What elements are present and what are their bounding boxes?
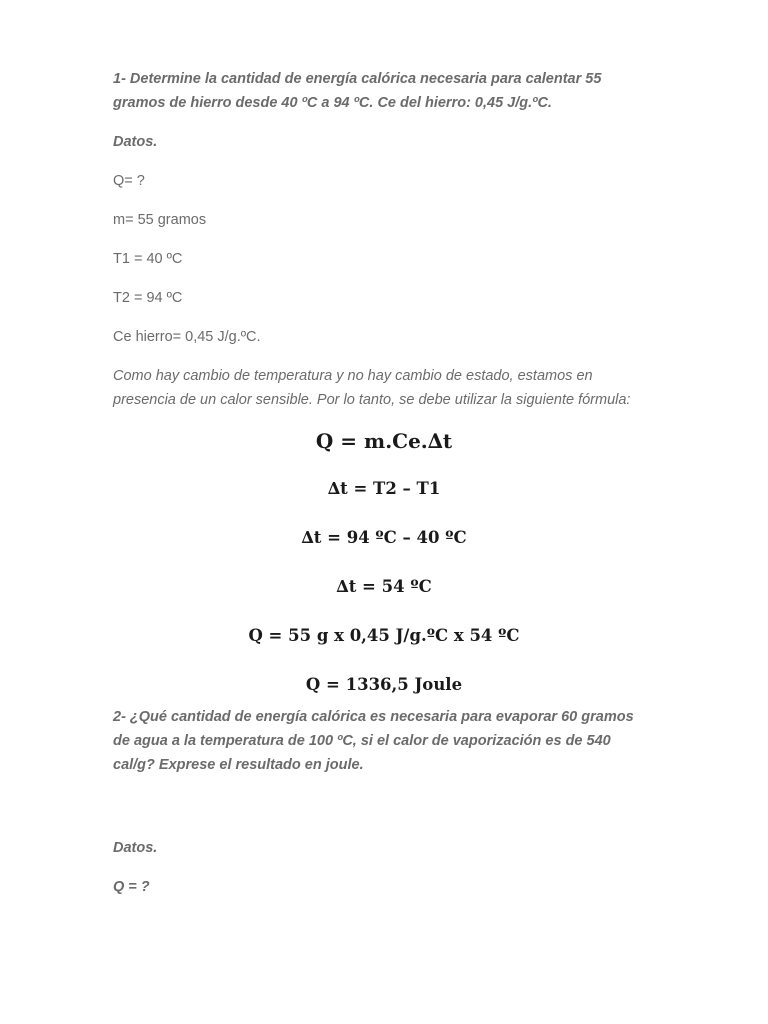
data-q: Q= ?	[113, 173, 145, 189]
problem-2-data-q: Q = ?	[113, 879, 150, 895]
formula-q-substitution: Q = 55 g x 0,45 J/g.ºC x 54 ºC	[248, 626, 520, 645]
problem-2-statement: 2- ¿Qué cantidad de energía calórica es necesaria para evaporar 60 gramos de agua a la temperatura de 100 ºC, si el calor de vaporización es de 540 cal/g? Exprese el resultado en joule.	[113, 709, 634, 773]
data-mass: m= 55 gramos	[113, 212, 207, 228]
problem-1-explanation: Como hay cambio de temperatura y no hay cambio de estado, estamos en presencia de un calor sensible. Por lo tanto, se debe utilizar la siguiente fórmula:	[113, 368, 631, 408]
formula-delta-t: ∆t = T2 – T1	[327, 479, 441, 498]
spacer	[113, 792, 653, 836]
problem-1-datos-heading: Datos.	[113, 134, 158, 150]
formula-delta-t-result: ∆t = 54 ºC	[336, 577, 432, 596]
data-specific-heat: Ce hierro= 0,45 J/g.ºC.	[113, 329, 261, 345]
formula-delta-t-values: ∆t = 94 ºC – 40 ºC	[301, 528, 467, 547]
document-page	[113, 67, 653, 914]
formula-q-result: Q = 1336,5 Joule	[305, 675, 463, 694]
problem-1-statement: 1- Determine la cantidad de energía calórica necesaria para calentar 55 gramos de hierro desde 40 ºC a 94 ºC. Ce del hierro: 0,45 J/g.ºC.	[113, 71, 602, 111]
problem-2-datos-heading: Datos.	[113, 840, 158, 856]
data-t2: T2 = 94 ºC	[113, 290, 183, 306]
formula-heat: Q = m.Ce.∆t	[315, 429, 453, 453]
data-t1: T1 = 40 ºC	[113, 251, 183, 267]
